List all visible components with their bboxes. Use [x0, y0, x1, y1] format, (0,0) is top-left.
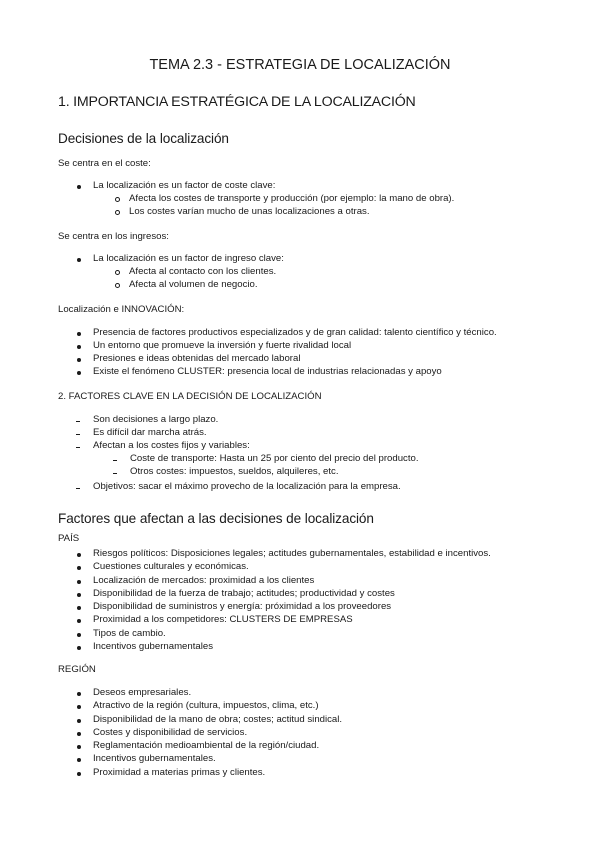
bullet-dot — [77, 619, 81, 623]
bullet-dot — [77, 758, 81, 762]
list-item: Localización de mercados: proximidad a los clientes — [93, 575, 315, 586]
list-item: La localización es un factor de ingreso clave: — [93, 253, 284, 264]
bullet-circle — [115, 210, 120, 215]
pais-label: PAÍS — [58, 533, 80, 544]
bullet-dash — [113, 473, 117, 474]
region-label: REGIÓN — [58, 664, 96, 675]
decisiones-subheading: Decisiones de la localización — [58, 131, 229, 146]
coste-label: Se centra en el coste: — [58, 158, 151, 169]
bullet-dash — [113, 460, 117, 461]
list-item: Proximidad a los competidores: CLUSTERS DE EMPRESAS — [93, 614, 353, 625]
bullet-dot — [77, 566, 81, 570]
list-item: Un entorno que promueve la inversión y fuerte rivalidad local — [93, 340, 352, 351]
bullet-circle — [115, 283, 120, 288]
list-subitem: Afecta al contacto con los clientes. — [129, 266, 277, 277]
bullet-dot — [77, 580, 81, 584]
list-item: Presencia de factores productivos especializados y de gran calidad: talento científico y técnico. — [93, 327, 497, 338]
innovacion-label: Localización e INNOVACIÓN: — [58, 304, 185, 315]
list-item: Cuestiones culturales y económicas. — [93, 561, 249, 572]
list-item: Proximidad a materias primas y clientes. — [93, 767, 266, 778]
bullet-dot — [77, 258, 81, 262]
document-title: TEMA 2.3 - ESTRATEGIA DE LOCALIZACIÓN — [149, 57, 451, 73]
list-item: La localización es un factor de coste clave: — [93, 180, 276, 191]
bullet-dot — [77, 772, 81, 776]
section-2-heading: 2. FACTORES CLAVE EN LA DECISIÓN DE LOCALIZACIÓN — [58, 391, 322, 402]
list-item: Objetivos: sacar el máximo provecho de la localización para la empresa. — [93, 481, 401, 492]
bullet-dot — [77, 633, 81, 637]
bullet-dot — [77, 732, 81, 736]
list-item: Riesgos políticos: Disposiciones legales; actitudes gubernamentales, estabilidad e incentivos. — [93, 548, 491, 559]
list-item: Son decisiones a largo plazo. — [93, 414, 219, 425]
bullet-dash — [76, 434, 80, 435]
list-item: Incentivos gubernamentales. — [93, 753, 216, 764]
bullet-dot — [77, 692, 81, 696]
list-item: Deseos empresariales. — [93, 687, 192, 698]
bullet-dash — [76, 488, 80, 489]
bullet-circle — [115, 197, 120, 202]
list-item: Incentivos gubernamentales — [93, 641, 213, 652]
list-item: Disponibilidad de la mano de obra; costes; actitud sindical. — [93, 714, 343, 725]
bullet-dot — [77, 745, 81, 749]
list-subitem: Coste de transporte: Hasta un 25 por ciento del precio del producto. — [130, 453, 419, 464]
bullet-dot — [77, 371, 81, 375]
bullet-dot — [77, 332, 81, 336]
bullet-dot — [77, 185, 81, 189]
list-item: Disponibilidad de la fuerza de trabajo; actitudes; productividad y costes — [93, 588, 395, 599]
ingresos-label: Se centra en los ingresos: — [58, 231, 169, 242]
factores-subheading: Factores que afectan a las decisiones de localización — [58, 511, 374, 526]
list-item: Disponibilidad de suministros y energía: próximidad a los proveedores — [93, 601, 392, 612]
bullet-dot — [77, 705, 81, 709]
list-item: Presiones e ideas obtenidas del mercado laboral — [93, 353, 301, 364]
list-subitem: Otros costes: impuestos, sueldos, alquileres, etc. — [130, 466, 339, 477]
bullet-dot — [77, 553, 81, 557]
bullet-dash — [76, 421, 80, 422]
bullet-dot — [77, 606, 81, 610]
bullet-dot — [77, 358, 81, 362]
bullet-dot — [77, 345, 81, 349]
list-item: Reglamentación medioambiental de la región/ciudad. — [93, 740, 320, 751]
bullet-dot — [77, 646, 81, 650]
list-item: Afectan a los costes fijos y variables: — [93, 440, 250, 451]
list-subitem: Afecta al volumen de negocio. — [129, 279, 258, 290]
bullet-dot — [77, 719, 81, 723]
section-1-heading: 1. IMPORTANCIA ESTRATÉGICA DE LA LOCALIZACIÓN — [58, 94, 416, 110]
list-item: Atractivo de la región (cultura, impuestos, clima, etc.) — [93, 700, 319, 711]
list-item: Costes y disponibilidad de servicios. — [93, 727, 248, 738]
bullet-circle — [115, 270, 120, 275]
list-item: Es difícil dar marcha atrás. — [93, 427, 207, 438]
list-subitem: Afecta los costes de transporte y producción (por ejemplo: la mano de obra). — [129, 193, 455, 204]
list-item: Tipos de cambio. — [93, 628, 166, 639]
list-subitem: Los costes varían mucho de unas localizaciones a otras. — [129, 206, 370, 217]
bullet-dot — [77, 593, 81, 597]
list-item: Existe el fenómeno CLUSTER: presencia local de industrias relacionadas y apoyo — [93, 366, 442, 377]
bullet-dash — [76, 447, 80, 448]
